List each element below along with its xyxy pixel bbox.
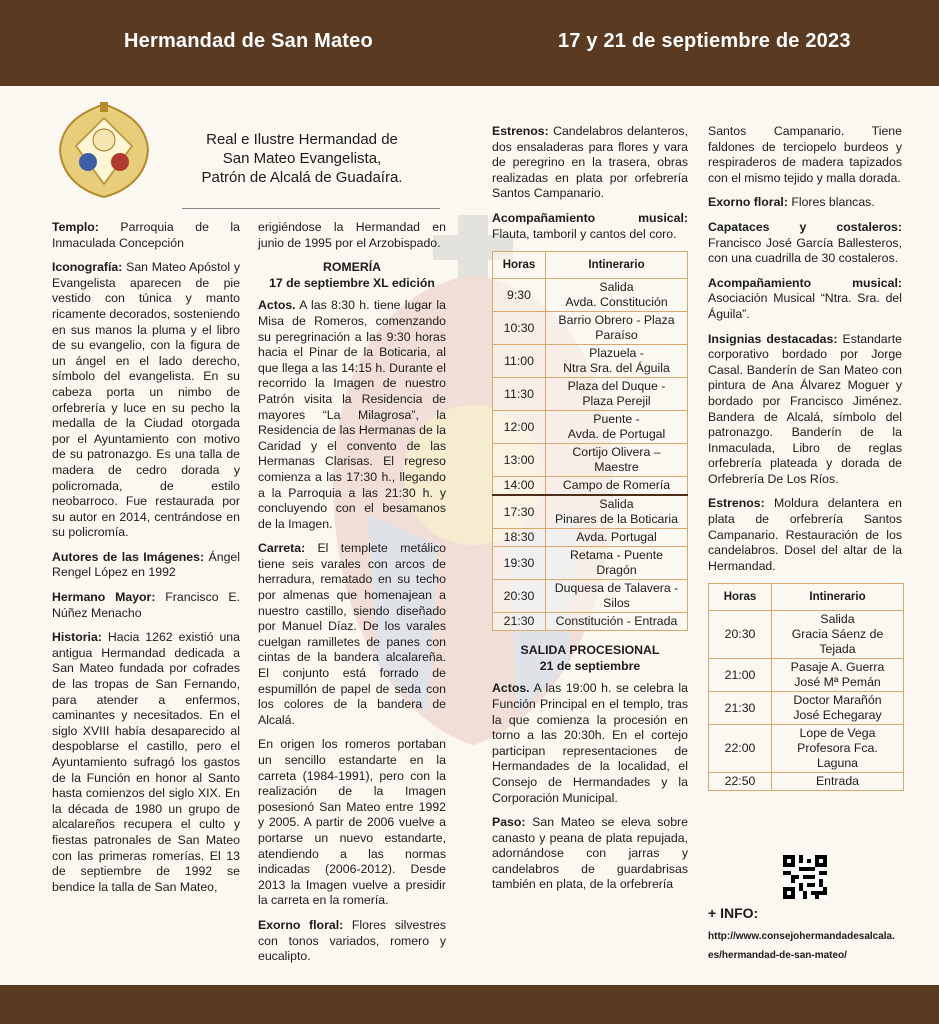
hour-cell: 22:50 [709,773,772,791]
capataces-label: Capataces y costaleros: [708,219,902,234]
route-line-2: Avda. de Portugal [567,427,666,442]
title-divider [182,208,440,209]
hour-cell: 20:30 [493,580,546,613]
hermano-mayor-label: Hermano Mayor: [52,590,156,605]
qr-code-icon[interactable] [783,855,827,899]
route-line-1: Salida [599,280,634,295]
historia-paragraph [52,630,240,895]
hour-cell: 11:00 [493,345,546,378]
romeria-actos-paragraph [258,298,446,532]
hour-cell: 14:00 [493,477,546,496]
autores-label: Autores de las Imágenes: [52,549,205,564]
exorno-text: Flores blancas. [787,195,875,210]
paso-continued: Santos Campanario. Tiene faldones de terciopelo burdeos y respiraderos de madera tapizados con el mismo tejido y malla dorada. [708,124,902,185]
column-1 [52,220,240,904]
hour-cell: 17:30 [493,495,546,529]
header-bar [0,0,939,86]
brotherhood-title [182,130,422,187]
autores-paragraph [52,550,240,581]
table-row [709,692,904,725]
hour-cell: 9:30 [493,279,546,312]
actos-text: A las 19:00 h. se celebra la Función Principal en el templo, tras la que comienza la procesión en torno a las 20:30h. En el cortejo participan representaciones de Hermandades de la localidad, el Consejo de Hermandades y la Corporación Municipal. [492,681,688,805]
column-4 [708,124,902,791]
route-line-2: Silos [603,596,630,611]
route-cell [546,411,688,444]
route-line-2: Ntra Sra. del Águila [563,361,670,376]
acomp-text: Flauta, tamboril y cantos del coro. [492,226,677,241]
route-line-2: Avda. Constitución [565,295,668,310]
actos-label: Actos. [258,298,296,313]
insignias-text: Estandarte corporativo bordado por Jorge Casal. Banderín de San Mateo con pintura de Ana Álvarez Moguer y bordado por Francisco Jiménez. Bandera de Alcalá, símbolo del patronazgo. Banderín de la Inmaculada, Libro de reglas orfebrería plateada y dorada de Orfebrería De Los Ríos. [708,331,902,486]
iconografia-label: Iconografía: [52,260,123,275]
hour-cell: 21:00 [709,659,772,692]
route-line-1: Cortijo Olivera – Maestre [572,445,661,475]
route-cell [546,613,688,631]
romeria-subtitle: 17 de septiembre XL edición [269,275,435,290]
exorno-text: Flores silvestres con tonos variados, romero y eucalipto. [258,917,447,964]
route-line-2: Plaza Perejil [582,394,651,409]
route-cell [772,659,904,692]
procesion-itinerary-table [708,583,904,791]
salida-title: SALIDA PROCESIONAL [520,643,660,658]
itinerario-header: Intinerario [772,584,904,611]
autores-text: Ángel Rengel López en 1992 [52,549,240,580]
route-line-1: Pasaje A. Guerra [790,660,885,675]
route-line-1: Entrada [815,774,860,789]
route-line-1: Plazuela - [589,346,644,361]
route-line-2: Gracia Sáenz de Tejada [791,627,884,657]
exorno-label: Exorno floral: [708,195,788,210]
hour-cell: 10:30 [493,312,546,345]
estrenos-romeria-paragraph [492,124,688,202]
header-title: Hermandad de San Mateo [124,30,373,52]
header-dates: 17 y 21 de septiembre de 2023 [558,30,851,52]
crest-logo-icon [54,100,154,200]
paso-text: San Mateo se eleva sobre canasto y peana de plata repujada, adornándose con jarras y candelabros de guardabrisas también en plata, de la orfebrería [492,815,688,892]
route-line-2: Pinares de la Boticaria [554,512,679,527]
title-line-2: San Mateo Evangelista, [222,150,382,167]
acomp-romeria-paragraph [492,211,688,242]
actos-label: Actos. [492,681,530,696]
templo-label: Templo: [52,220,99,234]
hour-cell: 11:30 [493,378,546,411]
actos-text: A las 8:30 h. tiene lugar la Misa de Romeros, comenzando su peregrinación a las 9:30 horas hacia el Pinar de la Boticaria, al que llega a las 14:15 h. Durante el recorrido la Imagen de nuestro Patrón visita la Residencia de mayores “La Milagrosa”, la Residencia de las Hermanas de la Caridad y el convento de las Hermanas Clarisas. El regreso comienza a las 17:30 h., llegando a la Parroquia a las 21:30 h. y concluyendo con el besamanos de la Imagen. [258,298,446,531]
horas-header: Horas [493,252,546,279]
route-cell [546,529,688,547]
carreta-label: Carreta: [258,541,306,556]
info-block [708,905,918,965]
table-row [709,611,904,659]
horas-header: Horas [709,584,772,611]
insignias-paragraph [708,332,902,488]
acomp-label: Acompañamiento musical: [492,210,688,225]
templo-text: Parroquia de la Inmaculada Concepción [52,220,240,250]
route-line-1: Retama - Puente Dragón [570,548,663,578]
table-row [493,547,688,580]
table-row [493,345,688,378]
hour-cell: 12:00 [493,411,546,444]
exorno-salida-paragraph [708,195,902,211]
hour-cell: 22:00 [709,725,772,773]
romeria-heading [258,260,446,291]
acomp-salida-paragraph [708,276,902,323]
info-link[interactable] [708,927,918,965]
capataces-paragraph [708,220,902,267]
table-row [493,312,688,345]
insignias-label: Insignias destacadas: [708,331,838,346]
table-row [493,444,688,477]
title-line-3: Patrón de Alcalá de Guadaíra. [201,169,403,186]
historia-continued: erigiéndose la Hermandad en junio de 1995 por el Arzobispado. [258,220,446,250]
info-url-line-1[interactable]: http://www.consejohermandadesalcala. [708,931,895,942]
title-line-1: Real e Ilustre Hermandad de [206,131,398,148]
route-cell [546,312,688,345]
footer-bar [0,985,939,1024]
hour-cell: 18:30 [493,529,546,547]
hour-cell: 20:30 [709,611,772,659]
itinerario-header: Intinerario [546,252,688,279]
table-row [709,725,904,773]
route-cell [772,692,904,725]
carreta-text: El templete metálico tiene seis varales con arcos de herradura, rematado en su techo por almenas que homenajean a nuestro castillo, siendo diseñado por Manuel Díaz. De los varales cuelgan ramilletes de panes con cintas de la bandera alcalareña. El conjunto está forrado de espumillón de papel de seda con los colores de la bandera de Alcalá. [258,541,446,727]
route-line-1: Lope de Vega [799,726,876,741]
table-row [709,659,904,692]
route-line-1: Salida [599,497,634,512]
table-row [493,495,688,529]
exorno-romeria-paragraph [258,918,446,965]
table-row [493,580,688,613]
carreta-paragraph [258,541,446,728]
route-line-1: Constitución - Entrada [555,614,678,629]
hermano-mayor-text: Francisco E. Núñez Menacho [52,590,240,620]
route-cell [546,580,688,613]
acomp-label: Acompañamiento musical: [708,275,902,290]
route-cell [772,773,904,791]
route-line-1: Doctor Marañón [793,693,882,708]
estrenos-text: Candelabros delanteros, dos ensaladeras para flores y vara de peregrino en la trasera, obras realizadas en plata por orfebrería Santos Campanario. [492,124,688,201]
route-cell [546,547,688,580]
route-cell [772,725,904,773]
estrenos-salida-paragraph [708,496,902,574]
hour-cell: 19:30 [493,547,546,580]
exorno-label: Exorno floral: [258,917,344,932]
table-row [493,378,688,411]
salida-heading [492,643,688,674]
route-cell [546,279,688,312]
historia-text: Hacia 1262 existió una antigua Hermandad dedicada a San Mateo fundada por cofrades de las tropas de San Fernando, para atender a enfermos, caminantes y necesitados. En el siglo XVIII había desaparecido al despoblarse el castillo, pero el Ayuntamiento sufragó los gastos de la Función en honor al Santo hasta comienzos del siglo XIX. En la década de 1980 un grupo de alcalareños recupera el culto y fiestas patronales de San Mateo con las primeras romerías. El 13 de septiembre de 1992 se bendice la talla de San Mateo, [52,630,240,894]
table-row [709,773,904,791]
info-url-line-2[interactable]: es/hermandad-de-san-mateo/ [708,950,847,961]
table-header-row [709,584,904,611]
route-line-2: José Echegaray [793,708,882,723]
hermano-mayor-paragraph [52,590,240,621]
info-label: + INFO: [708,905,759,921]
estrenos-label: Estrenos: [708,496,765,511]
table-row [493,411,688,444]
iconografia-paragraph [52,260,240,541]
route-cell [546,477,688,496]
route-line-1: Plaza del Duque - [567,379,666,394]
romeria-title: ROMERÍA [322,260,382,275]
route-line-1: Salida [820,612,855,627]
route-cell [546,378,688,411]
hour-cell: 21:30 [709,692,772,725]
capataces-text: Francisco José García Ballesteros, con una cuadrilla de 30 costaleros. [708,235,902,266]
route-line-2: José Mª Pemán [794,675,881,690]
romeria-itinerary-table [492,251,688,631]
table-header-row [493,252,688,279]
column-3 [492,124,688,902]
templo-paragraph [52,220,240,251]
route-cell [546,444,688,477]
column-2 [258,220,446,974]
table-row [493,613,688,631]
origen-paragraph: En origen los romeros portaban un sencillo estandarte en la carreta (1984-1991), pero con la realización de la Imagen posesionó San Mateo entre 1992 y 2005. A partir de 2006 vuelve a portarse un nuevo estandarte, atendiendo a las normas indicadas (2006-2012). Desde 2013 la Imagen vuelve a presidir la carreta en la romería. [258,737,446,908]
table-row [493,279,688,312]
route-line-1: Avda. Portugal [576,530,657,545]
salida-subtitle: 21 de septiembre [539,658,641,673]
hour-cell: 21:30 [493,613,546,631]
route-line-2: Paraíso [595,328,638,343]
route-cell [546,345,688,378]
paso-label: Paso: [492,815,526,830]
estrenos-text: Moldura delantera en plata de orfebrería Santos Campanario. Restauración de los candelabros. Dosel del altar de la Hermandad. [708,496,902,573]
estrenos-label: Estrenos: [492,124,549,138]
table-row [493,529,688,547]
route-cell [546,495,688,529]
paso-paragraph [492,815,688,893]
historia-label: Historia: [52,630,102,645]
route-line-1: Duquesa de Talavera - [554,581,679,596]
acomp-text: Asociación Musical “Ntra. Sra. del Águila”. [708,291,902,321]
route-line-1: Campo de Romería [562,478,671,493]
route-line-1: Puente - [593,412,640,427]
hour-cell: 13:00 [493,444,546,477]
route-line-2: Profesora Fca. Laguna [797,741,878,771]
iconografia-text: San Mateo Apóstol y Evangelista aparecen de pie vestido con túnica y manto ricamente decorados, sosteniendo en sus manos la pluma y el libro de su evangelio, con la figura de un ángel en el lado derecho, símbolo del evangelista. En su cabeza porta un nimbo de orfebrería y luce en su pecho la medalla de la Ciudad otorgada por el Ayuntamiento con motivo de su patronazgo. Es una talla de madera de cedro dorada y policromada, de estilo neobarroco. Fue restaurada por su autor en 2014, centrándose en su policromía. [52,260,240,540]
table-row [493,477,688,496]
route-cell [772,611,904,659]
salida-actos-paragraph [492,681,688,806]
route-line-1: Barrio Obrero - Plaza [558,313,675,328]
